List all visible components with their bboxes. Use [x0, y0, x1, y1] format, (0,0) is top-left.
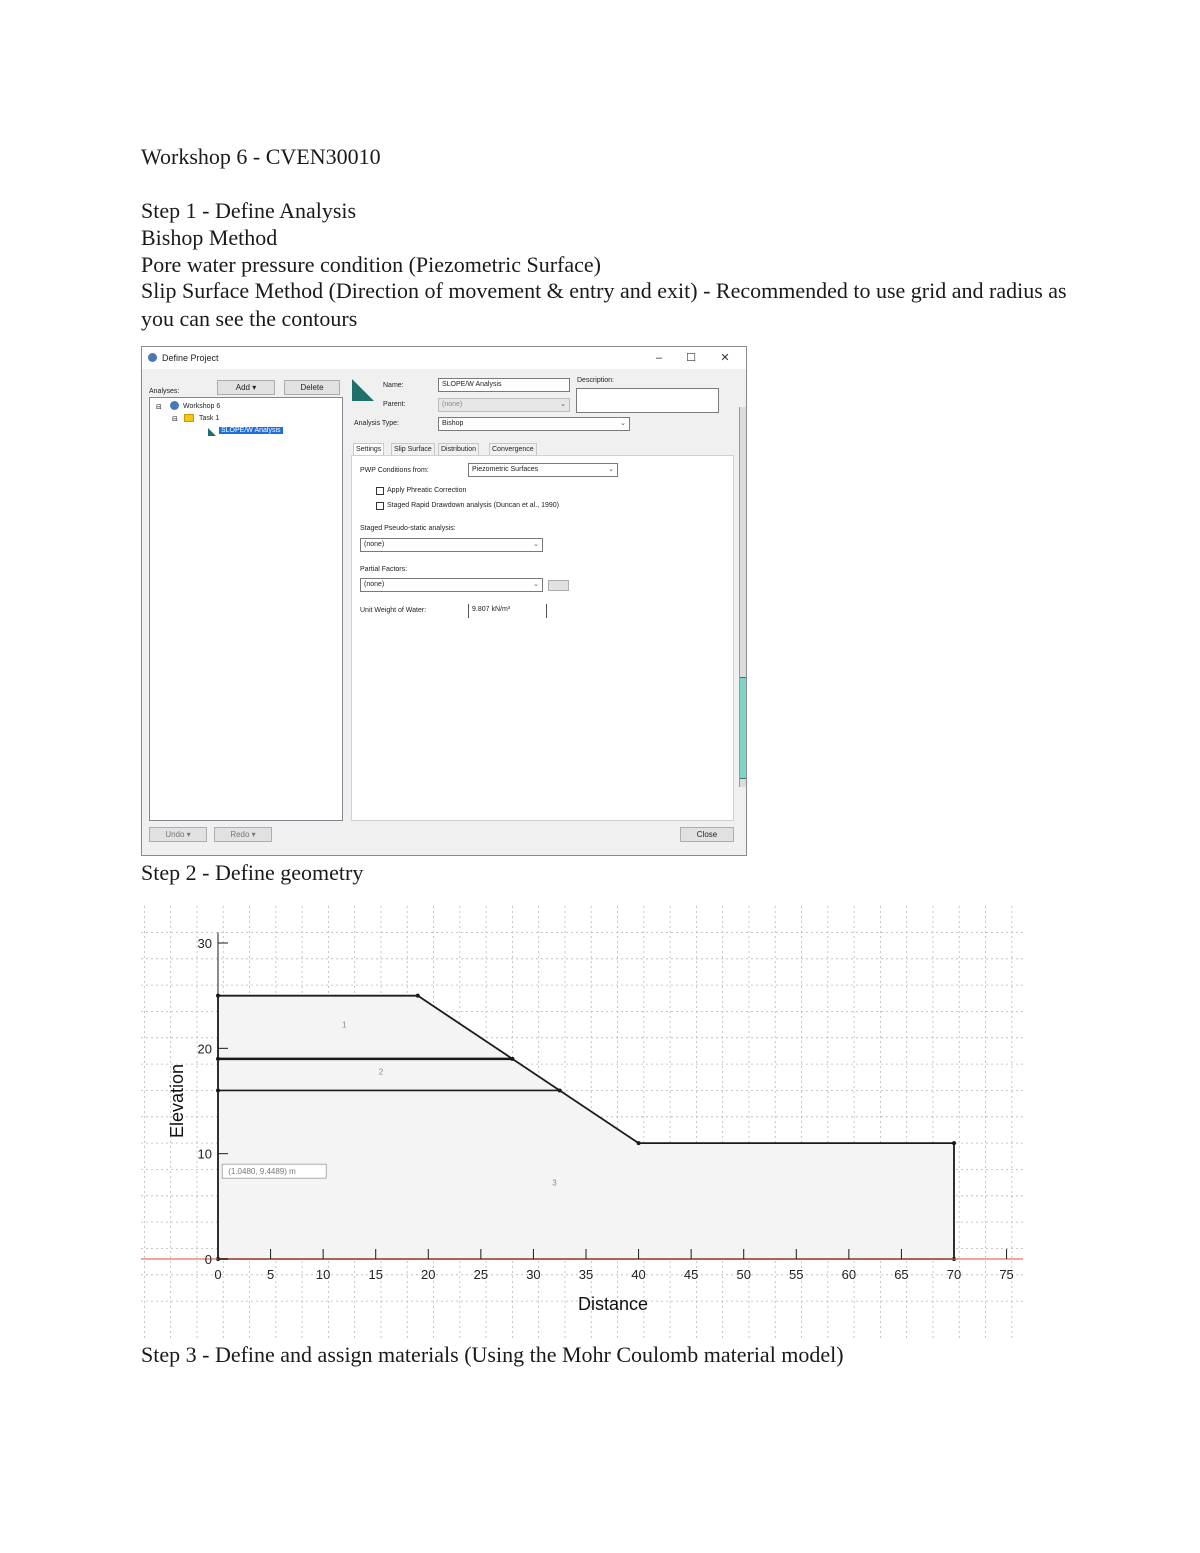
- rapid-drawdown-label: Staged Rapid Drawdown analysis (Duncan et al., 1990): [387, 502, 559, 509]
- partial-factors-select[interactable]: [360, 578, 543, 592]
- delete-button[interactable]: Delete: [284, 380, 340, 395]
- y-axis-label: Elevation: [167, 1063, 187, 1139]
- parent-select[interactable]: [438, 398, 570, 412]
- x-tick-label: 45: [683, 1267, 699, 1282]
- minimize-icon[interactable]: –: [655, 352, 663, 364]
- background-region-fill: [740, 677, 746, 779]
- phreatic-correction-label: Apply Phreatic Correction: [387, 487, 467, 494]
- project-globe-icon: [170, 401, 179, 410]
- parent-value: (none): [442, 401, 463, 408]
- analysis-type-label: Analysis Type:: [354, 420, 400, 427]
- x-tick-label: 55: [789, 1267, 804, 1282]
- tab-convergence[interactable]: Convergence: [489, 443, 537, 455]
- pwp-value: Piezometric Surfaces: [472, 466, 539, 473]
- partial-factors-label: Partial Factors:: [360, 566, 408, 573]
- add-button-label: Add: [235, 383, 250, 392]
- x-tick-label: 10: [315, 1267, 331, 1282]
- geometry-point: [558, 1088, 562, 1092]
- staged-pseudo-static-select[interactable]: [360, 538, 543, 552]
- geometry-point: [416, 994, 420, 998]
- pwp-condition-text: Pore water pressure condition (Piezometric Surface): [141, 252, 601, 277]
- maximize-icon[interactable]: ☐: [686, 352, 696, 364]
- x-tick-label: 20: [421, 1267, 436, 1282]
- geometry-point: [637, 1141, 641, 1145]
- x-tick-label: 60: [841, 1267, 857, 1282]
- step-1-heading: Step 1 - Define Analysis: [141, 198, 357, 223]
- unit-weight-label: Unit Weight of Water:: [360, 607, 427, 614]
- tab-slip-surface[interactable]: Slip Surface: [391, 443, 435, 455]
- name-label: Name:: [383, 382, 404, 389]
- slip-surface-text: Slip Surface Method (Direction of movement & entry and exit) - Recommended to use grid and radius as you can see the contours: [141, 278, 1067, 331]
- staged-pseudo-static-label: Staged Pseudo-static analysis:: [360, 525, 456, 532]
- chevron-down-icon: ⌄: [533, 581, 539, 588]
- rapid-drawdown-checkbox[interactable]: [376, 502, 384, 510]
- geometry-point: [510, 1057, 514, 1061]
- dialog-titlebar: [142, 347, 746, 369]
- chevron-down-icon: ⌄: [560, 401, 566, 408]
- close-window-icon[interactable]: ✕: [720, 352, 730, 364]
- region-label: 3: [552, 1178, 557, 1188]
- step-3-heading: Step 3 - Define and assign materials (Using the Mohr Coulomb material model): [141, 1342, 844, 1367]
- background-window-edge: [739, 407, 746, 787]
- chevron-down-icon: ⌄: [620, 420, 626, 427]
- chevron-down-icon: ⌄: [533, 541, 539, 548]
- analyses-label: Analyses:: [149, 388, 180, 395]
- tree-item-slope-analysis[interactable]: SLOPE/W Analysis: [221, 427, 281, 434]
- unit-weight-input[interactable]: 9.807 kN/m³: [468, 604, 547, 618]
- partial-factors-edit-button[interactable]: [548, 580, 569, 591]
- step-2-heading: Step 2 - Define geometry: [141, 860, 364, 885]
- folder-icon: [184, 414, 194, 422]
- y-tick-label: 30: [197, 936, 212, 951]
- x-tick-label: 30: [526, 1267, 541, 1282]
- chevron-down-icon: ▾: [186, 830, 191, 839]
- geometry-point: [952, 1141, 956, 1145]
- description-label: Description:: [577, 377, 614, 384]
- slope-analysis-icon: [208, 428, 216, 436]
- parent-label: Parent:: [383, 401, 406, 408]
- staged-pseudo-static-value: (none): [364, 541, 385, 548]
- x-tick-label: 25: [473, 1267, 489, 1282]
- tree-item-workshop[interactable]: Workshop 6: [183, 403, 221, 410]
- geometry-chart: [141, 906, 1023, 1338]
- tree-expand-icon[interactable]: ⊟: [156, 404, 162, 411]
- settings-tab-panel: [351, 455, 734, 821]
- x-tick-label: 75: [999, 1267, 1014, 1282]
- coordinate-readout-text: (1.0480, 9.4489) m: [228, 1167, 296, 1177]
- define-project-dialog: [141, 346, 747, 856]
- analyses-tree[interactable]: [149, 397, 343, 821]
- project-globe-icon: [148, 353, 157, 362]
- tab-distribution[interactable]: Distribution: [438, 443, 479, 455]
- analysis-type-icon: [352, 379, 374, 401]
- x-tick-label: 5: [266, 1267, 275, 1282]
- tree-expand-icon[interactable]: ⊟: [172, 416, 178, 423]
- x-tick-label: 15: [368, 1267, 383, 1282]
- x-tick-label: 50: [736, 1267, 751, 1282]
- analysis-type-value: Bishop: [442, 420, 464, 427]
- x-tick-label: 35: [578, 1267, 594, 1282]
- dialog-title: Define Project: [162, 353, 219, 363]
- region-label: 1: [341, 1020, 347, 1030]
- chevron-down-icon: ▾: [251, 830, 256, 839]
- pwp-select[interactable]: [468, 463, 618, 477]
- y-tick-label: 20: [197, 1041, 212, 1057]
- chevron-down-icon: ⌄: [608, 466, 614, 473]
- geometry-svg[interactable]: [141, 906, 1023, 1338]
- description-input[interactable]: [576, 388, 719, 413]
- y-tick-label: 0: [204, 1252, 212, 1267]
- add-button[interactable]: [217, 380, 275, 395]
- name-input[interactable]: SLOPE/W Analysis: [438, 378, 570, 392]
- x-tick-label: 70: [946, 1267, 962, 1282]
- pwp-label: PWP Conditions from:: [360, 467, 429, 474]
- tab-settings[interactable]: Settings: [353, 443, 384, 456]
- partial-factors-value: (none): [364, 581, 385, 588]
- x-tick-label: 40: [631, 1267, 646, 1282]
- y-tick-label: 10: [197, 1146, 212, 1162]
- redo-button-label: Redo: [230, 830, 250, 839]
- region-label: 2: [378, 1067, 384, 1077]
- undo-button[interactable]: [149, 827, 207, 842]
- chevron-down-icon: ▾: [252, 383, 257, 392]
- document-title: Workshop 6 - CVEN30010: [141, 144, 381, 169]
- undo-button-label: Undo: [165, 830, 185, 839]
- geometry-outline: [218, 996, 954, 1259]
- redo-button[interactable]: [214, 827, 272, 842]
- tree-item-task[interactable]: Task 1: [199, 415, 220, 422]
- phreatic-correction-checkbox[interactable]: [376, 487, 384, 495]
- x-axis-label: Distance: [577, 1294, 649, 1314]
- x-tick-label: 65: [894, 1267, 909, 1282]
- analysis-type-select[interactable]: [438, 417, 630, 431]
- x-tick-label: 0: [214, 1267, 222, 1282]
- close-button[interactable]: Close: [680, 827, 734, 842]
- bishop-method-text: Bishop Method: [141, 225, 278, 250]
